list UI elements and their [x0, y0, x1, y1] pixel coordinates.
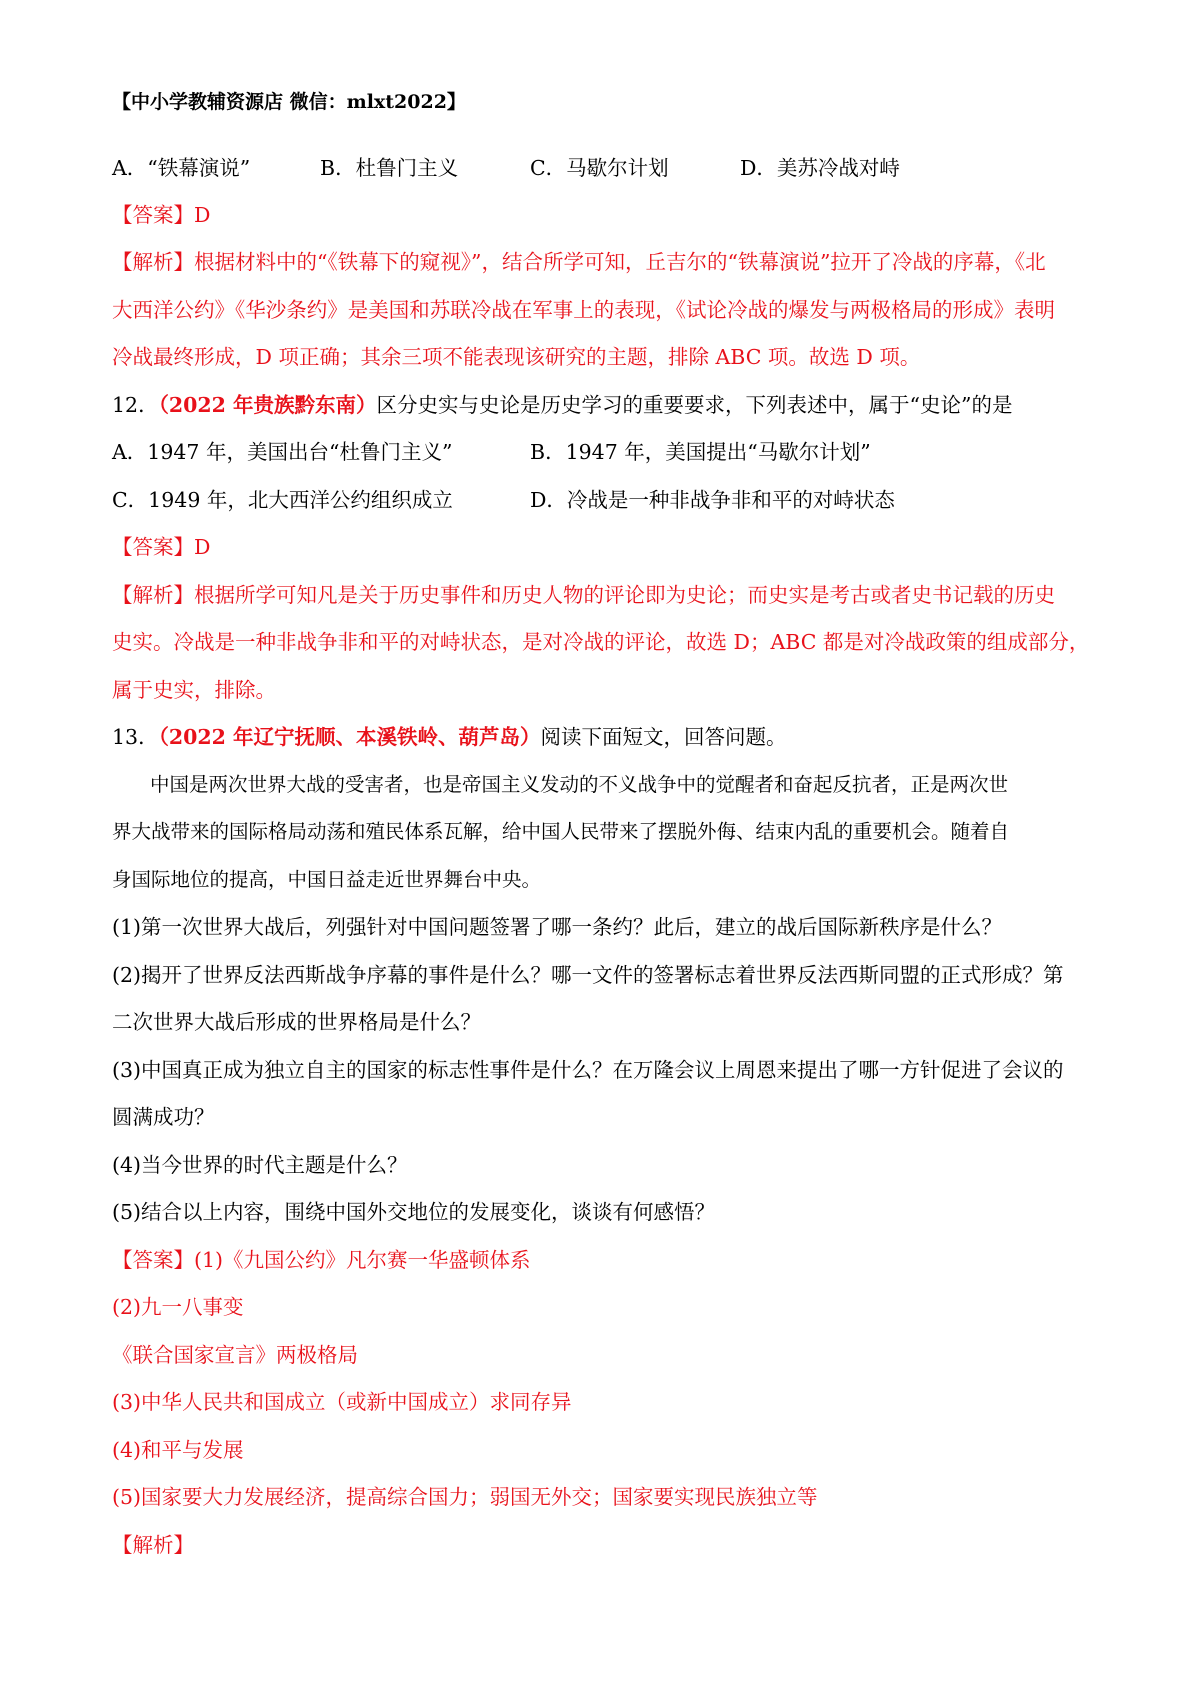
q13-passage-line-2: 界大战带来的国际格局动荡和殖民体系瓦解，给中国人民带来了摆脱外侮、结束内乱的重要机会。随着自 — [112, 820, 1010, 843]
q13-question-2a: (2)揭开了世界反法西斯战争序幕的事件是什么？哪一文件的签署标志着世界反法西斯同盟的正式形成？第 — [112, 963, 1064, 987]
q12-option-b: B．1947 年，美国提出“马歇尔计划” — [530, 440, 871, 464]
q11-analysis-line-1: 【解析】根据材料中的“《铁幕下的窥视》”，结合所学可知，丘吉尔的“铁幕演说”拉开了冷战的序幕，《北 — [112, 250, 1046, 274]
q13-answer-label: 【答案】 — [112, 1248, 194, 1272]
q13-question-4: (4)当今世界的时代主题是什么？ — [112, 1153, 408, 1177]
q13-answer-3: (3)中华人民共和国成立（或新中国成立）求同存异 — [112, 1390, 572, 1414]
q13-source: （2022 年辽宁抚顺、本溪铁岭、葫芦岛） — [158, 725, 541, 749]
q13-answer-1: (1)《九国公约》凡尔赛一华盛顿体系 — [194, 1248, 531, 1272]
q13-question-3b: 圆满成功？ — [112, 1105, 215, 1129]
q13-question-5: (5)结合以上内容，围绕中国外交地位的发展变化，谈谈有何感悟？ — [112, 1200, 716, 1224]
q11-analysis-line-3: 冷战最终形成，D 项正确；其余三项不能表现该研究的主题，排除 ABC 项。故选 D 项。 — [112, 345, 921, 369]
q12-analysis-line-3: 属于史实，排除。 — [112, 678, 276, 702]
q13-answer-line-1 — [112, 1246, 1102, 1274]
q13-passage-line-1: 中国是两次世界大战的受害者，也是帝国主义发动的不义战争中的觉醒者和奋起反抗者，正是两次世 — [150, 773, 1009, 796]
q13-analysis-label: 【解析】 — [112, 1533, 194, 1557]
q12-answer — [112, 533, 1102, 561]
q12-answer-label: 【答案】 — [112, 535, 194, 559]
q11-answer-label: 【答案】 — [112, 203, 194, 227]
q11-option-b: B．杜鲁门主义 — [320, 156, 459, 180]
q12-number: 12． — [112, 393, 159, 417]
q11-analysis-line-2: 大西洋公约》《华沙条约》是美国和苏联冷战在军事上的表现，《试论冷战的爆发与两极格局的形成》表明 — [112, 298, 1055, 322]
q13-answer-5: (5)国家要大力发展经济，提高综合国力；弱国无外交；国家要实现民族独立等 — [112, 1485, 818, 1509]
q11-answer-value: D — [194, 203, 211, 227]
q13-answer-4: (4)和平与发展 — [112, 1438, 244, 1462]
q12-stem-text: 区分史实与史论是历史学习的重要要求，下列表述中，属于“史论”的是 — [376, 393, 1013, 417]
q11-option-c: C．马歇尔计划 — [530, 156, 669, 180]
q12-source: （2022 年贵族黔东南） — [158, 393, 377, 417]
q13-answer-2: (2)九一八事变 — [112, 1295, 244, 1319]
q12-answer-value: D — [194, 535, 211, 559]
q13-number: 13． — [112, 725, 159, 749]
q13-question-3a: (3)中国真正成为独立自主的国家的标志性事件是什么？在万隆会议上周恩来提出了哪一方针促进了会议的 — [112, 1058, 1064, 1082]
q11-option-d: D．美苏冷战对峙 — [740, 156, 900, 180]
q13-stem — [112, 723, 1102, 751]
q12-option-d: D．冷战是一种非战争非和平的对峙状态 — [530, 488, 895, 512]
q13-passage-line-3: 身国际地位的提高，中国日益走近世界舞台中央。 — [112, 868, 542, 891]
q13-stem-text: 阅读下面短文，回答问题。 — [540, 725, 787, 749]
q11-option-a: A．“铁幕演说” — [112, 156, 251, 180]
q12-analysis-line-1: 【解析】根据所学可知凡是关于历史事件和历史人物的评论即为史论；而史实是考古或者史书记载的历史 — [112, 583, 1055, 607]
q12-option-c: C．1949 年，北大西洋公约组织成立 — [112, 488, 453, 512]
q13-answer-2b: 《联合国家宣言》两极格局 — [112, 1343, 358, 1367]
q12-option-a: A．1947 年，美国出台“杜鲁门主义” — [112, 440, 453, 464]
q11-answer — [112, 201, 1102, 229]
q13-question-2b: 二次世界大战后形成的世界格局是什么？ — [112, 1010, 481, 1034]
watermark-header: 【中小学教辅资源店 微信：mlxt2022】 — [112, 91, 466, 113]
q12-stem — [112, 391, 1102, 419]
q12-analysis-line-2: 史实。冷战是一种非战争非和平的对峙状态，是对冷战的评论，故选 D；ABC 都是对冷战政策的组成部分， — [112, 630, 1090, 654]
q13-question-1: (1)第一次世界大战后，列强针对中国问题签署了哪一条约？此后，建立的战后国际新秩序是什么？ — [112, 915, 1003, 939]
